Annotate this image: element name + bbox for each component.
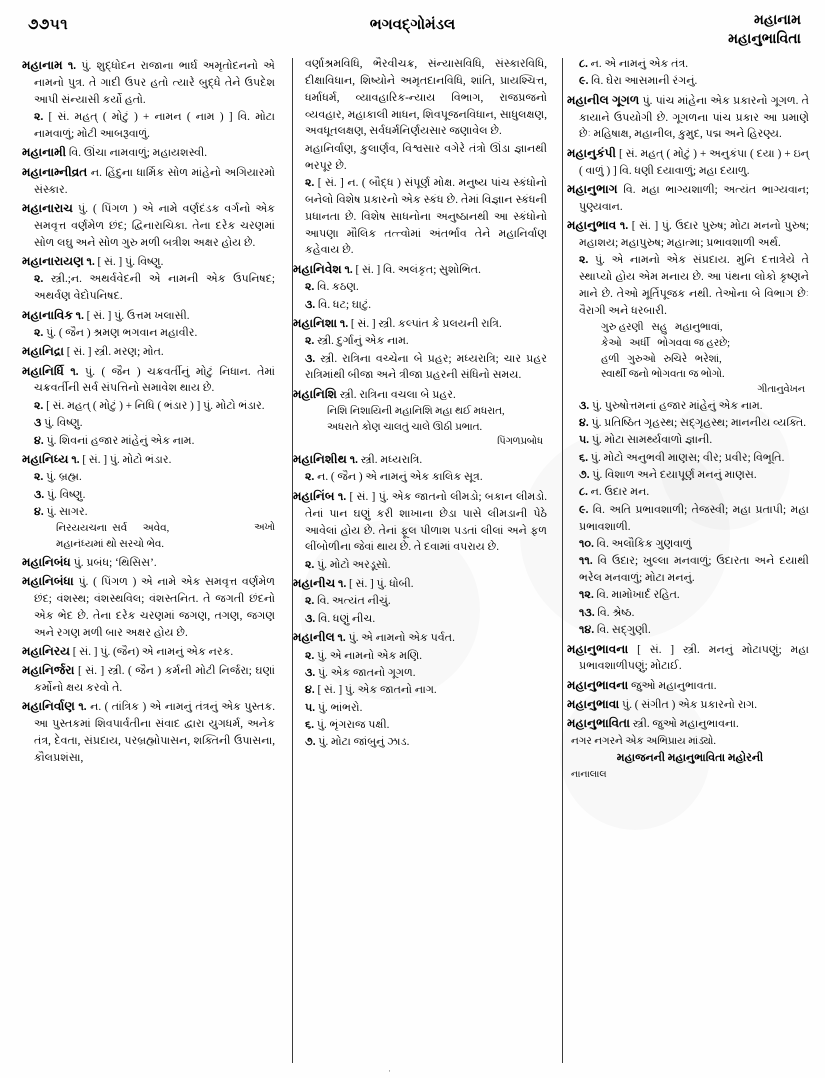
sense-text: પું. વિશાળ અને દયાપૂર્ણ મનનું માણસ. <box>592 468 757 481</box>
quote-line: નિશિ નિશાયિની મહાનિશિ મહા થઈ મધરાત, <box>327 406 505 418</box>
sense-text: પું. ( જૈન ) શ્રમણ ભગવાન મહાવીર. <box>46 326 198 339</box>
sense-text: વિ ઉદાર; ખુલ્લા મનવાળું; ઉદારતા અને દયાથી ભરેલ મનવાળું; મોટા મનનું. <box>579 555 809 585</box>
sense-number: ૩. <box>579 399 590 412</box>
verse-quote-2 <box>293 404 547 450</box>
sense-number: ૧૪. <box>579 624 595 637</box>
dictionary-sense <box>22 398 275 415</box>
dictionary-sense <box>567 432 809 449</box>
sense-number: ૧. <box>67 60 77 72</box>
entry-headword: મહાનુભાવિતા <box>567 716 630 731</box>
sense-text: સ્ત્રી.;ન. અથર્વવેદની એ નામની એક ઉપનિષદ; અથર્વણ વેદોપનિષદ. <box>34 273 276 303</box>
dictionary-entry <box>567 144 809 180</box>
sense-number: ૪. <box>305 684 315 697</box>
entry-headword: મહાનિશિ <box>293 386 337 401</box>
page-bottom-tick: · <box>388 1066 391 1076</box>
sense-number: ૫. <box>579 434 590 447</box>
sense-text: મહાનિર્વાણ, કુલાર્ણવ, વિશ્વસાર વગેરે તંત્રો ઊંડા જ્ઞાનથી ભરપૂર છે. <box>305 142 547 172</box>
sense-number: ૧૧. <box>579 555 593 568</box>
page-number: ૭૭૫૧ <box>28 17 69 33</box>
dictionary-entry <box>293 450 547 469</box>
sense-text: પું. મોટો અરડૂસો. <box>317 558 391 571</box>
sense-number: ૧. <box>78 701 87 714</box>
quote-line: કેઓ અર્ધી ભોગવવા જ હરછે; <box>601 338 730 349</box>
sense-text: પું. પુરુષોત્તમનાં હજાર માંહેનું એક નામ. <box>591 399 763 412</box>
sense-text: સ્ત્રી. મધ્યરાત્રિ. <box>360 454 423 467</box>
sense-number: ૩. <box>305 352 316 365</box>
dictionary-entry <box>293 487 547 556</box>
dictionary-sense <box>293 469 547 486</box>
sense-number: ૪. <box>34 434 44 447</box>
entry-headword: મહાનિબંધા <box>22 573 74 588</box>
sense-number: ૭. <box>579 468 590 481</box>
sense-text: વિ. મહા ભાગ્યશાળી; અત્યંત ભાગ્યવાન; પુણ્યવાન. <box>579 184 809 213</box>
dictionary-entry <box>293 260 547 279</box>
entry-headword: મહાનામ્નીવ્રત <box>22 164 88 179</box>
sense-number: ૨. <box>305 595 315 608</box>
entry-headword: મહાનીલ <box>293 630 335 645</box>
sense-text: [ સં. મહત્ ( મોટું ) + અનુકંપા ( દયા ) + ઇન્ ( વાળું ) ] વિ. ધણી દયાવાળું; મહા દયાળુ. <box>579 147 809 177</box>
dictionary-sense <box>293 593 547 610</box>
dictionary-entry <box>22 342 275 361</box>
sense-number: ૧. <box>337 632 346 645</box>
entry-headword: મહાનિવેશ <box>293 261 342 276</box>
dictionary-entry <box>293 628 547 647</box>
quote-citation: ગીતાનુવેખન <box>757 383 805 395</box>
sense-number: ૧૦. <box>579 537 594 550</box>
sense-number: ૪. <box>34 505 44 518</box>
sense-text: પું. ભાંભરો. <box>317 701 363 714</box>
dictionary-sense <box>567 398 809 415</box>
sense-text: [ સં. ] સ્ત્રી. મનનું મોટાપણું; મહા પ્રભાવશાળીપણું; મોટાઈ. <box>579 643 809 673</box>
sense-text: પું. વિષ્ણુ. <box>44 417 83 430</box>
sense-text: [ સં. ] પું. (જૈન) એ નામનું એક નરક. <box>72 645 234 658</box>
sense-text: પું. સાગર. <box>46 505 88 518</box>
dictionary-sense <box>293 611 547 628</box>
dictionary-entry <box>22 450 275 469</box>
quote-line: સ્વાર્થી જનો ભોગવતા જ ભોગો. <box>601 369 725 381</box>
sense-number: ૨. <box>305 649 315 662</box>
entry-headword: મહાનિર્ધિ <box>22 363 64 378</box>
dictionary-entry <box>22 199 275 252</box>
sense-number: ૮. <box>579 58 588 70</box>
dictionary-entry <box>22 143 275 162</box>
sense-text: સ્ત્રી. દુર્ગાનું એક નામ. <box>317 335 409 348</box>
sense-text: [ સં. ] પું. ઉદાર પુરુષ; મોટા મનનો પુરુષ; મહાશય; મહાપુરુષ; મહાત્મા; પ્રભાવશાળી અર્થ. <box>579 220 810 250</box>
sense-text: પું. શુદ્ધોદન રાજાના ભાર્ઘ અમૃતોદનનો એ નામનો પુત્ર. તે ગાદી ઉપર હતો ત્યારે બુદ્ધે તેને ઉપદેશ આપી સંન્યાસી કર્યો હતો. <box>34 60 276 106</box>
page-header <box>0 8 825 58</box>
dictionary-sense <box>567 536 809 553</box>
dictionary-entry <box>22 697 275 766</box>
dictionary-entry <box>567 180 809 216</box>
dictionary-entry <box>567 695 809 714</box>
dictionary-entry <box>293 385 547 404</box>
sense-number: ૬. <box>579 451 588 464</box>
sense-text: ન. હિંદુના ધાર્મિક સોળ માંહેનો અગિયારમો સંસ્કાર. <box>34 166 275 196</box>
sense-number: ૧. <box>86 255 95 268</box>
column-3 <box>555 56 825 1066</box>
quote-line: નિરયયચના સર્વ અવેવ, <box>56 523 170 535</box>
verse-quote-3 <box>567 320 809 397</box>
dictionary-sense <box>293 557 547 574</box>
dictionary-sense <box>22 504 275 521</box>
entry-headword: મહાનારાચ <box>22 200 73 215</box>
sense-text: પું. વિષ્ણુ. <box>46 488 86 501</box>
sense-number: ૨. <box>34 326 44 339</box>
entry-headword: મહાનિર્જરા <box>22 663 75 678</box>
entry-headword: મહાનાવિક <box>22 307 73 322</box>
dictionary-sense <box>293 682 547 699</box>
sense-text: પું. ( જૈન ) ચક્રવર્તીનું મોટું નિધાન. તેમાં ચક્રવર્તીની સર્વ સંપત્તિનો સમાવેશ થાય છે. <box>34 365 276 395</box>
sense-text: પું. ( સંગીત ) એક પ્રકારનો રાગ. <box>622 699 758 712</box>
sense-text: વિ. શ્રેષ્ઠ. <box>597 606 635 619</box>
sense-text: પું. એક જાતનો ગૂગળ. <box>317 666 416 679</box>
entry-headword: મહાનિશીથ <box>293 452 347 467</box>
dictionary-entry <box>293 574 547 593</box>
sense-text: [ સં. ] પું. એક જાતનો લીમડો; બકાન લીમડો. તેનાં પાન ઘણું કરી શાખાના છેડા પાસે લીમડાની પેઠે આવેલાં હોય છે. તેનાં ફૂલ પીળાશ પડતાં લીલાં અને ફળ લીંબોળીના જેવાં થાય છે. તે દવામાં વપરાય છે. <box>305 490 547 554</box>
dictionary-entry <box>22 163 275 199</box>
sense-text: વિ. કઠણ. <box>317 281 359 294</box>
sense-number: ૨. <box>34 399 44 412</box>
sense-number: ૩ <box>34 417 42 430</box>
dictionary-entry <box>567 91 809 144</box>
dictionary-sense <box>567 56 809 73</box>
sense-number: ૨. <box>305 177 315 190</box>
dictionary-entry <box>22 56 275 109</box>
sense-text: પું. પ્રબંધ; ‘થિસિસ’. <box>73 556 157 569</box>
entry-headword: મહાનિરય <box>22 643 71 658</box>
dictionary-entry <box>22 252 275 271</box>
sense-text: [ સં. ] સ્ત્રી. ( જૈન ) કર્મની મોટી નિર્જરા; ઘણાં કર્મોનો ક્ષય કરવો તે. <box>34 665 275 695</box>
sense-number: ૨. <box>305 335 315 348</box>
sense-text: [ સં. ] સ્ત્રી. કલ્પાંત કે પ્રલયની રાત્રિ. <box>350 317 502 330</box>
dictionary-sense <box>293 351 547 385</box>
dictionary-entry <box>22 642 275 661</box>
closing-verse-line: મહાજનની મહાનુભાવિતા મહોરની <box>616 752 764 765</box>
closing-verse <box>567 734 809 783</box>
sense-number: ૩. <box>305 666 316 679</box>
entry-list-1 <box>22 56 275 521</box>
sense-text: પું. એ નામનો એક સંપ્રદાય. મુનિ દત્તાત્રેયે તે સ્થાપ્યો હોય એમ મનાય છે. આ પંથના લોકો કૃષ્ણને માને છે. તેઓ મૂર્તિપૂજક નથી. તેઓના બે વિભાગ છેઃ વૈરાગી અને ધરબારી. <box>579 254 809 318</box>
book-title: ભગવદ્‌ગોમંડલ <box>369 17 456 33</box>
entry-headword: મહાનિર્વાણ <box>22 699 75 714</box>
sense-text: [ સં. ] સ્ત્રી. મરણ; મોત. <box>66 346 164 359</box>
sense-text: પું. મોટો અનુભવી માણસ; વીર; પ્રવીર; વિભૂતિ. <box>590 451 785 464</box>
sense-number: ૩. <box>34 488 45 501</box>
sense-number: ૧. <box>71 453 80 466</box>
sense-number: ૩. <box>305 298 316 311</box>
quote-citation: પિંગળપ્રબોધ <box>497 436 543 448</box>
sense-text: જુઓ મહાનુભાવતા. <box>631 679 717 692</box>
sense-number: ૨. <box>579 254 589 267</box>
entry-headword: મહાનારાયણ <box>22 253 84 268</box>
entry-list-3b <box>567 398 809 734</box>
dictionary-sense <box>22 271 275 305</box>
sense-text: ન. એ નામનું એક તંત્ર. <box>590 58 689 70</box>
sense-number: ૩. <box>305 612 316 625</box>
sense-text: પું. મોટા સામર્થ્યવાળો જ્ઞાની. <box>591 434 713 447</box>
dictionary-sense <box>293 279 547 296</box>
verse-quote-1 <box>22 521 275 552</box>
column-2 <box>283 56 555 1066</box>
sense-number: ૧. <box>339 317 349 330</box>
sense-number: ૫. <box>305 701 316 714</box>
sense-text: પું. ( પિંગળ ) એ નામે એક સમવૃત્ત વર્ણમેળ છંદ; વંશસ્થ; વંશસ્થવિલ; વંશસ્તનિત. તે જગતી છંદનો એક ભેદ છે. તેના દરેક ચરણમાં જગણ, તગણ, જગણ અને રગણ મળી બાર અક્ષર હોય છે. <box>34 575 276 639</box>
sense-text: ન. ( તાંત્રિક ) એ નામનું તંત્રનું એક પુસ્તક. આ પુસ્તકમાં શિવપાર્વતીના સંવાદ દ્વારા યુગધર્મ, અનેક તંત્ર, દેવતા, સંપ્રદાય, પરબ્રહ્મોપાસન, શક્તિની ઉપાસના, કૌલપ્રશંસા, <box>34 701 275 765</box>
dictionary-entry <box>22 661 275 697</box>
sense-text: વિ. અલૌકિક ગુણવાળું <box>596 537 692 550</box>
dictionary-sense <box>22 325 275 342</box>
sense-number: ૨. <box>34 273 44 286</box>
dictionary-sense <box>567 450 809 467</box>
sense-number: ૧૩. <box>579 606 595 619</box>
dictionary-sense <box>293 734 547 751</box>
sense-number: ૮. <box>579 486 588 499</box>
sense-text: [ સં. ] પું. વિષ્ણુ. <box>97 255 164 268</box>
sense-number: ૧. <box>75 309 84 322</box>
dictionary-sense <box>22 415 275 432</box>
dictionary-sense <box>293 56 547 140</box>
dictionary-entry <box>567 640 809 676</box>
dictionary-sense <box>293 665 547 682</box>
sense-text: [ સં. ] વિ. અલંકૃત; સુશોભિત. <box>355 263 481 276</box>
dictionary-sense <box>22 469 275 486</box>
dictionary-sense <box>22 433 275 450</box>
quote-line: ગુરુ હરણી સહુ મહાનુભાવાં, <box>601 322 723 334</box>
entry-headword: મહાનુભાગ <box>567 182 618 197</box>
dictionary-entry <box>567 714 809 733</box>
sense-text: [ સં. ] ન. ( બૌદ્ધ ) સંપૂર્ણ મોક્ષ. મનુષ્ય પાંચ સ્કંધોનો બનેલો વિશેષ પ્રકારનો એક સ્કંધ છે. તેમાં વિજ્ઞાન સ્કંધની પ્રધાનતા છે. વિશેષ સાધનોના અનુષ્ઠાનથી આ સ્કંધોનો આપણા મૌલિક તત્ત્વોમાં અંતર્ભાવ તેને મહાનિર્વાણ કહેવાય છે. <box>305 177 547 257</box>
entry-headword: મહાનુભાવ <box>567 218 617 233</box>
sense-text: વિ. ધટ; ઘાટું. <box>317 298 372 311</box>
sense-text: ન. ( જૈન ) એ નામનું એક કાલિક સૂત્ર. <box>317 471 483 484</box>
entry-headword: મહાનામી <box>22 145 67 160</box>
sense-number: ૨. <box>34 111 44 124</box>
dictionary-sense <box>293 141 547 175</box>
quote-line: અધરાતે કોણ ચાલતું ચાલે ઊઠી પ્રભાત. <box>327 421 483 433</box>
entry-headword: મહાનામ <box>22 58 63 72</box>
sense-text: પું. એ નામનો એક મણિ. <box>317 649 423 662</box>
entry-list-3 <box>567 56 809 320</box>
dictionary-sense <box>567 73 809 90</box>
sense-number: ૧. <box>349 454 358 467</box>
closing-verse-citation: નાનાલાલ <box>571 769 607 780</box>
sense-number: ૯. <box>579 503 589 516</box>
entry-headword: મહાનિંબ <box>293 488 335 503</box>
entry-headword: મહાનિશા <box>293 315 338 330</box>
quote-citation: અખો <box>254 522 275 534</box>
guide-word-first: મહાનામ <box>753 13 801 28</box>
entry-headword: મહાનુકંપી <box>567 145 616 160</box>
columns-container <box>0 56 825 1066</box>
dictionary-entry <box>22 362 275 398</box>
sense-text: [ સં. ] પું. ધોબી. <box>349 578 414 591</box>
sense-number: ૧. <box>344 263 353 276</box>
sense-text: વર્ણાશ્રમવિધિ, ભૈરવીચક્ર, સંન્યાસવિધિ, સંસ્કારવિધિ, દીક્ષાવિધાન, શિષ્યોને અમૃતદાનવિધિ, શાંતિ, પ્રાયશ્ચિત્ત, ધર્માધર્મ, વ્યાવહારિક-ન્યાય વિભાગ, રાજપ્રજનો વ્યવહાર, મહાકાલી માધન, શિવપૂજનવિધાન, સાધુલક્ષણ, અવધૂતલક્ષણ, સર્વધર્મનિર્ણયસાર જણાવેલ છે. <box>305 58 547 138</box>
sense-number: ૨. <box>34 471 44 484</box>
dictionary-sense <box>293 297 547 314</box>
entry-headword: મહાનિદ્રા <box>22 344 64 359</box>
sense-number: ૭. <box>305 736 316 749</box>
dictionary-sense <box>293 717 547 734</box>
closing-verse-line: નગર નગરને એક અભિપ્રાય માંડ્યો. <box>571 735 716 747</box>
sense-text: પું. પાંચ માંહેના એક પ્રકારનો ગૂગળ. તે કાયાને ઉપયોગી છે. ગૂગળના પાંચ પ્રકાર આ પ્રમાણે છેઃ મહિષાક્ષ, મહાનીલ, કુમુદ, પદ્મ અને હિરણ્ય. <box>579 94 809 141</box>
sense-number: ૧. <box>337 490 347 503</box>
dictionary-entry <box>567 216 809 252</box>
sense-text: [ સં. ] પું. મોટો ભંડાર. <box>82 453 172 466</box>
sense-text: વિ. સદ્‌ગુણી. <box>596 624 651 637</box>
sense-text: [ સં. મહત્ ( મોટું ) + નિધિ ( ભંડાર ) ] પું. મોટો ભંડાર. <box>46 399 265 412</box>
sense-number: ૧. <box>70 365 79 378</box>
sense-text: પું. પ્રતિષ્ઠિત ગૃહસ્થ; સદ્‌ગૃહસ્થ; માનનીય વ્યક્તિ. <box>591 416 807 429</box>
sense-text: વિ. મામોખાર્દ રહિત. <box>596 589 680 602</box>
dictionary-sense <box>567 252 809 319</box>
dictionary-sense <box>293 648 547 665</box>
dictionary-sense <box>567 415 809 432</box>
dictionary-sense <box>567 467 809 484</box>
guide-word-last: મહાનુભાવિતા <box>728 31 801 47</box>
entry-headword: મહાનુભાવના <box>567 677 629 692</box>
sense-text: વિ. ધણું નીચ. <box>317 612 376 625</box>
sense-number: ૨. <box>305 281 315 294</box>
quote-line: હળી ગુરુઓ રુચિરે ભરેશાં, <box>601 353 722 365</box>
entry-list-2 <box>293 56 547 404</box>
sense-text: પું. મોટા જાંબુનું ઝાડ. <box>318 736 410 749</box>
sense-text: વિ. અત્યંત નીચું. <box>317 595 391 608</box>
sense-text: [ સં. મહત્ ( મોટું ) + નામન ( નામ ) ] વિ. મોટા નામવાળું; મોટી આબરૂવાળું. <box>34 111 275 140</box>
sense-text: [ સં. ] પું. ઉત્તમ ખલાસી. <box>86 309 190 322</box>
dictionary-sense <box>567 484 809 501</box>
entry-headword: મહાનિધ્ય <box>22 451 69 466</box>
dictionary-entry <box>567 676 809 695</box>
column-1 <box>0 56 283 1066</box>
dictionary-entry <box>22 572 275 641</box>
sense-text: સ્ત્રી. રાત્રિના વચલા બે પ્રહર. <box>339 388 456 401</box>
sense-text: પું. ભૃંગરાજ પક્ષી. <box>316 718 390 731</box>
sense-text: સ્ત્રી. જુઓ મહાનુભાવના. <box>632 718 739 731</box>
entry-list-1b <box>22 553 275 767</box>
entry-headword: મહાનીલ ગૂગળ <box>567 92 640 107</box>
sense-text: પું. બ્રહ્મ. <box>46 471 82 484</box>
dictionary-sense <box>567 605 809 622</box>
dictionary-sense <box>567 587 809 604</box>
sense-text: સ્ત્રી. રાત્રિના વચ્ચેના બે પ્રહર; મધ્યરાત્રિ; ચાર પ્રહર રાત્રિમાંથી બીજા અને ત્રીજા પ્રહરની સંધિનો સમય. <box>305 352 547 382</box>
sense-text: [ સં. ] પું. એક જાતનો નાગ. <box>317 684 437 697</box>
dictionary-entry <box>22 553 275 572</box>
quote-line: મહાનંધ્યમાં થો સરચો ભેવ. <box>56 538 164 550</box>
sense-number: ૧૨. <box>579 589 594 602</box>
entry-headword: મહાનિબંધ <box>22 554 71 569</box>
entry-headword: મહાનુભાવના <box>567 641 629 656</box>
sense-number: ૪. <box>579 416 589 429</box>
dictionary-entry <box>293 314 547 333</box>
dictionary-sense <box>293 700 547 717</box>
sense-text: પું. શિવનાં હજાર માંહેનું એક નામ. <box>46 434 195 447</box>
sense-text: ન. ઉદાર મન. <box>590 486 650 499</box>
dictionary-sense <box>22 109 275 143</box>
sense-text: પું. એ નામનો એક પર્વત. <box>348 632 455 645</box>
dictionary-sense <box>293 333 547 350</box>
sense-number: ૨. <box>305 471 315 484</box>
sense-number: ૬. <box>305 718 314 731</box>
sense-text: પું. ( પિંગળ ) એ નામે વર્ણદંડક વર્ગનો એક સમવૃત્ત વર્ણમેળ છંદ; દ્વિનારાચિકા. તેના દરેક ચરણમાં સોળ લઘુ અને સોળ ગુરુ મળી બત્રીશ અક્ષર હોય છે. <box>34 202 275 249</box>
dictionary-sense <box>293 175 547 259</box>
entry-list-2b <box>293 450 547 751</box>
dictionary-sense <box>567 553 809 587</box>
dictionary-sense <box>22 487 275 504</box>
entry-headword: મહાનીચ <box>293 576 336 591</box>
sense-text: વિ. ઘેરા આસમાની રંગનું. <box>591 75 698 88</box>
sense-number: ૯. <box>579 75 589 88</box>
sense-text: વિ. અતિ પ્રભાવશાળી; તેજસ્વી; મહા પ્રતાપી; મહા પ્રભાવશાળી. <box>579 503 809 533</box>
dictionary-entry <box>22 306 275 325</box>
sense-number: ૧. <box>619 220 629 233</box>
sense-number: ૧. <box>338 578 347 591</box>
dictionary-sense <box>567 622 809 639</box>
sense-text: વિ. ઊંચા નામવાળું; મહાયશસ્વી. <box>68 147 208 160</box>
entry-headword: મહાનુભાવા <box>567 697 620 712</box>
running-guide-words <box>728 12 801 50</box>
dictionary-sense <box>567 502 809 536</box>
sense-number: ૨. <box>305 558 315 571</box>
